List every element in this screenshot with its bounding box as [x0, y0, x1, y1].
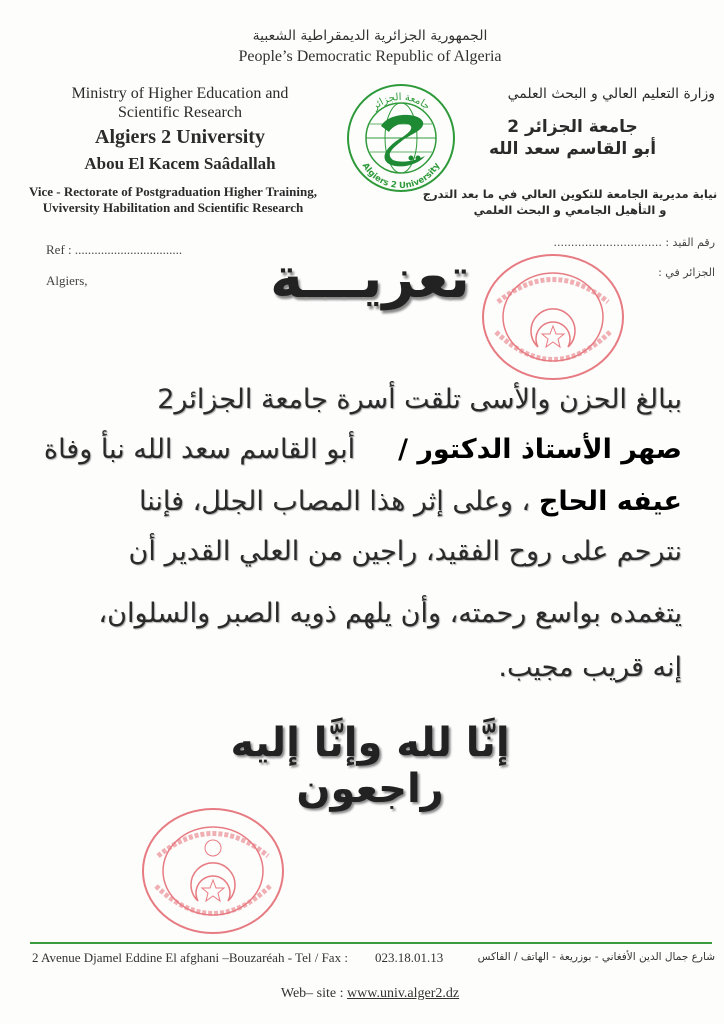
svg-text:جامعة الجزائر — [369, 92, 432, 113]
university-name-en: Algiers 2 University — [95, 126, 265, 148]
vice-rectorate-en-line1: Vice - Rectorate of Postgraduation Higher Training, — [28, 184, 317, 199]
official-stamp-top — [478, 252, 628, 382]
vice-rectorate-en-line2: Uviversity Habilitation and Scientific Research — [42, 200, 304, 215]
university-namesake-ar: أبو القاسم سعد الله — [488, 139, 657, 159]
body-line-4: نترحم على روح الفقيد، راجين من العلي القدير أن — [128, 536, 682, 567]
website-link[interactable]: www.univ.alger2.dz — [347, 986, 460, 1001]
date-field-ar: الجزائر في : — [658, 266, 715, 279]
professor-name: عيفه الحاج — [538, 486, 682, 517]
header-right — [430, 86, 715, 160]
vice-rectorate-ar-line2: و التأهيل الجامعي و البحث العلمي — [473, 203, 667, 217]
footer-address-ar: شارع جمال الدين الأفغاني - بوزريعة - الهاتف / الفاكس — [477, 951, 715, 963]
deceased-relation: صهر الأستاذ الدكتور / — [398, 434, 682, 465]
closing-verse: إنَّا لله وإنَّا إليه راجعون — [230, 720, 510, 812]
header-left — [30, 84, 330, 174]
vice-rectorate-en — [8, 184, 338, 216]
republic-name-arabic: الجمهورية الجزائرية الديمقراطية الشعبية — [252, 28, 488, 44]
document-title: تعزيـــة — [270, 246, 470, 311]
body-line-1: ببالغ الحزن والأسى تلقت أسرة جامعة الجزائر2 — [157, 384, 682, 415]
body-line-6: إنه قريب مجيب. — [498, 652, 682, 683]
body-line-2-text: أبو القاسم سعد الله نبأ وفاة — [43, 434, 356, 465]
vice-rectorate-ar-line1: نيابة مديرية الجامعة للتكوين العالي في ما بعد التدرج — [422, 187, 718, 201]
vice-rectorate-ar — [420, 186, 720, 218]
body-line-5: يتغمده بواسع رحمته، وأن يلهم ذويه الصبر والسلوان، — [98, 598, 682, 629]
website-label: Web– site : — [280, 986, 348, 1001]
ministry-name-en-line2: Scientific Research — [118, 104, 242, 121]
ministry-name-ar: وزارة التعليم العالي و البحث العلمي — [507, 86, 715, 102]
university-namesake-en: Abou El Kacem Saâdallah — [84, 154, 276, 173]
ministry-name-en: Ministry of Higher Education and — [71, 85, 289, 102]
body-line-2 — [44, 430, 682, 470]
website-line — [220, 986, 520, 1002]
reference-field: Ref : ................................. — [46, 242, 183, 257]
body-line-3 — [139, 482, 682, 522]
body-line-3-text: ، وعلى إثر هذا المصاب الجلل، فإننا — [138, 486, 531, 517]
logo-arabic-text: جامعة الجزائر — [370, 91, 432, 113]
footer-divider — [30, 942, 712, 944]
reference-field-ar: رقم القيد : ............................... — [553, 236, 715, 249]
date-field-en: Algiers, — [46, 273, 88, 288]
footer-phone: 023.18.01.13 — [375, 950, 444, 965]
official-stamp-bottom — [138, 806, 288, 936]
footer-address-en: 2 Avenue Djamel Eddine El afghani –Bouzaréah - Tel / Fax : — [32, 950, 348, 965]
university-name-ar: جامعة الجزائر 2 — [507, 117, 638, 137]
logo-english-text: Algiers 2 University — [359, 161, 443, 192]
republic-name-english: People’s Democratic Republic of Algeria — [238, 48, 502, 65]
